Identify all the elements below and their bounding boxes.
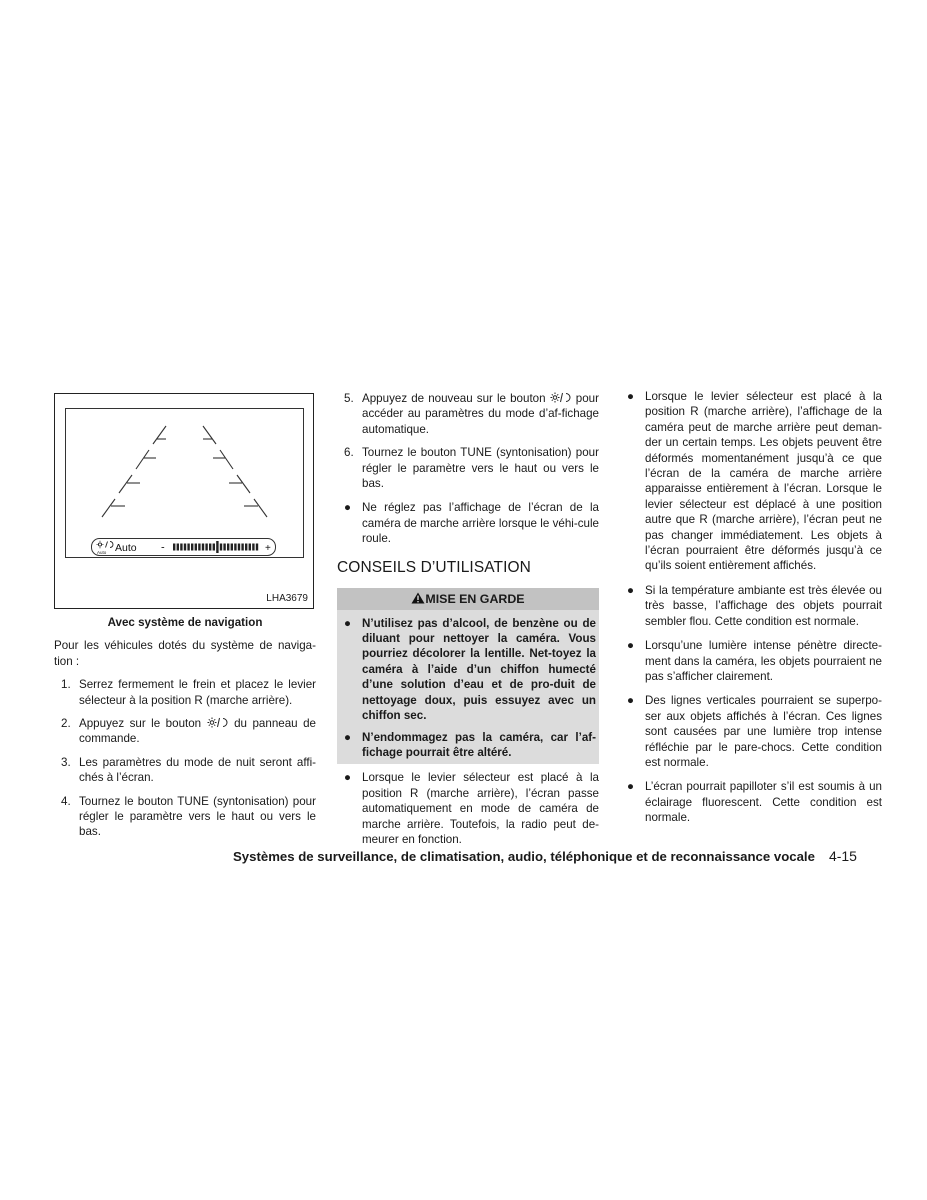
figure-caption: Avec système de navigation bbox=[107, 616, 263, 629]
column-right bbox=[620, 389, 882, 826]
bar-mode-label: Auto bbox=[115, 542, 137, 554]
warning-title: MISE EN GARDE bbox=[337, 588, 599, 610]
intro-text: Pour les véhicules dotés du système de naviga-tion : bbox=[54, 639, 316, 668]
level-tick bbox=[249, 544, 251, 551]
step-1: 1. Serrez fermement le frein et placez le levier sélecteur à la position R (marche arrière). bbox=[61, 678, 316, 707]
bullet-intense-light: ● Lorsqu’une lumière intense pénètre directe-ment dans la caméra, les objets pourraient ne pas s’afficher clairement. bbox=[627, 639, 882, 683]
level-tick bbox=[252, 544, 254, 551]
guide-lines-graphic bbox=[66, 409, 303, 557]
step-3: 3. Les paramètres du mode de nuit seront affi-chés à l’écran. bbox=[61, 755, 316, 785]
level-tick bbox=[223, 544, 225, 551]
warning-item: ● N’endommagez pas la caméra, car l’af-fichage pourrait être altéré. bbox=[344, 730, 596, 759]
level-tick bbox=[205, 544, 207, 551]
level-tick bbox=[245, 544, 247, 551]
level-tick bbox=[238, 544, 240, 551]
level-tick bbox=[256, 544, 258, 551]
bullet-display-delay: ● Lorsque le levier sélecteur est placé à la position R (marche arrière), l’affichage de la caméra peut de marche arrière peut deman-der un certain temps. Les objets peuvent être déformés momentanément jusqu’à ce que l’écran de la caméra de marche arrière apparaisse entièrement à l’écran. Lorsque le levier sélecteur est déplacé à une position autre que R (marche arrière), l’écran peut ne pas changer immédiatement. Les objets à l’écran pourraient être déformés jusqu’à ce qu’ils soient entièrement affichés. bbox=[627, 390, 882, 573]
step-2: 2. Appuyez sur le bouton du panneau de commande. bbox=[61, 717, 316, 746]
level-tick bbox=[231, 544, 233, 551]
warning-triangle-icon bbox=[411, 592, 425, 604]
level-tick bbox=[209, 544, 211, 551]
level-tick bbox=[227, 544, 229, 551]
figure-code: LHA3679 bbox=[266, 592, 308, 604]
step-5: 5. Appuyez de nouveau sur le bouton pour accéder au paramètres du mode d’af-fichage automatique. bbox=[344, 392, 599, 436]
warning-item: ● N’utilisez pas d’alcool, de benzène ou de diluant pour nettoyer la caméra. Vous pourriez décolorer la lentille. Net-toyez la caméra à l’aide d’un chiffon humecté d’une solution d’eau et de pro-duit de nettoyage doux, puis essuyez avec un chiffon sec. bbox=[344, 616, 596, 723]
level-tick bbox=[180, 544, 182, 551]
level-tick bbox=[191, 544, 193, 551]
level-tick bbox=[234, 544, 236, 551]
step-6: 6. Tournez le bouton TUNE (syntonisation) pour régler le paramètre vers le haut ou vers le bas. bbox=[344, 446, 599, 491]
section-heading: CONSEILS D’UTILISATION bbox=[337, 558, 531, 576]
bar-plus: + bbox=[265, 543, 271, 554]
level-tick bbox=[241, 544, 243, 551]
warning-box bbox=[337, 588, 599, 765]
day-night-button-icon bbox=[550, 391, 572, 404]
bullet-flicker: ● L’écran pourrait papilloter s’il est soumis à un éclairage fluorescent. Cette condition est normale. bbox=[627, 780, 882, 825]
page-number: 4-15 bbox=[828, 848, 857, 864]
footer-section-title: Systèmes de surveillance, de climatisation, audio, téléphonique et de reconnaissance vocale bbox=[233, 849, 815, 864]
level-indicator bbox=[216, 541, 218, 553]
brightness-level-bar bbox=[91, 538, 276, 556]
camera-display-figure bbox=[54, 393, 314, 609]
level-tick bbox=[202, 544, 204, 551]
camera-screen bbox=[65, 408, 304, 558]
steps-list-1 bbox=[54, 677, 316, 840]
page-footer bbox=[233, 848, 894, 864]
bar-icon-label: Auto bbox=[97, 550, 107, 555]
level-tick bbox=[184, 544, 186, 551]
level-tick bbox=[177, 544, 179, 551]
level-tick bbox=[187, 544, 189, 551]
bullet-no-adjust-driving: ● Ne réglez pas l’affichage de l’écran de la caméra de marche arrière lorsque le véhi-cule roule. bbox=[344, 501, 599, 546]
level-tick bbox=[195, 544, 197, 551]
level-tick bbox=[173, 544, 175, 551]
column-left bbox=[54, 393, 316, 840]
day-night-button-icon bbox=[207, 716, 229, 729]
level-tick bbox=[198, 544, 200, 551]
level-tick bbox=[213, 544, 215, 551]
column-middle bbox=[337, 391, 599, 847]
bullet-temperature: ● Si la température ambiante est très élevée ou très basse, l’affichage des objets pourrait sembler flou. Cette condition est normale. bbox=[627, 583, 882, 628]
bar-minus: - bbox=[161, 541, 165, 554]
steps-list-2 bbox=[337, 391, 599, 491]
step-4: 4. Tournez le bouton TUNE (syntonisation) pour régler le paramètre vers le haut ou vers le bas. bbox=[61, 794, 316, 839]
bullet-auto-camera-mode: ● Lorsque le levier sélecteur est placé à la position R (marche arrière), l’écran passe automatiquement en mode de caméra de marche arrière. Toutefois, la radio peut de-meurer en fonction. bbox=[344, 771, 599, 846]
level-tick bbox=[220, 544, 222, 551]
bullet-vertical-lines: ● Des lignes verticales pourraient se superpo-ser aux objets affichés à l’écran. Ces lignes sont causées par une lumière trop intense réfléchie par le pare-chocs. Cette condition est normale. bbox=[627, 694, 882, 769]
